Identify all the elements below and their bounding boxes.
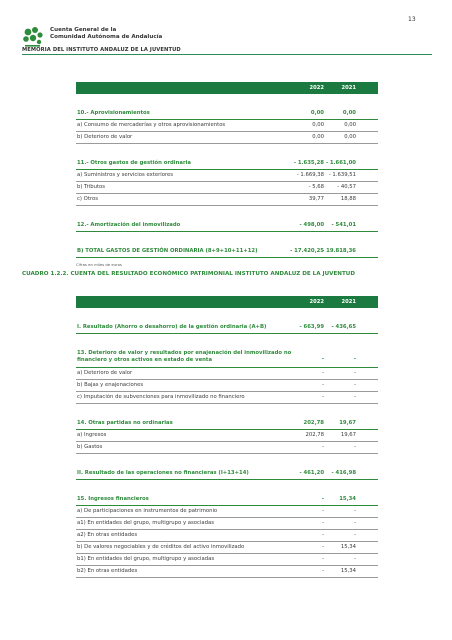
page-header — [22, 26, 432, 56]
value-2022: 0,00 — [312, 134, 324, 140]
row-spacer — [76, 454, 378, 468]
value-2022: - — [322, 568, 324, 574]
document-title: MEMORIA DEL INSTITUTO ANDALUZ DE LA JUVENTUD — [22, 47, 181, 53]
row-label: a) Deterioro de valor — [77, 370, 133, 376]
table-row — [76, 182, 378, 194]
value-2021: - 436,65 — [331, 324, 356, 330]
table-row — [76, 566, 378, 578]
row-label: I. Resultado (Ahorro o desahorro) de la gestión ordinaria (A+B) — [77, 324, 267, 330]
row-label: a) Suministros y servicios exteriores — [77, 172, 174, 178]
row-label: 10.- Aprovisionamientos — [77, 110, 150, 116]
row-spacer — [76, 232, 378, 246]
row-label: 13. Deterioro de valor y resultados por enajenación del inmovilizado no financiero y otros activos en estado de venta — [77, 350, 292, 363]
row-label: a) De participaciones en instrumentos de patrimonio — [77, 508, 218, 514]
value-2021: - — [354, 532, 356, 538]
value-2022: - 1.669,38 — [296, 172, 324, 178]
value-2022: - — [322, 370, 324, 376]
section-row — [76, 494, 378, 506]
value-2021: 0,00 — [342, 110, 356, 116]
value-2021: - 416,98 — [331, 470, 356, 476]
section-row — [76, 468, 378, 480]
value-2022: - — [321, 356, 324, 362]
value-2021: - — [354, 394, 356, 400]
row-label: II. Resultado de las operaciones no financieras (I+13+14) — [77, 470, 249, 476]
value-2022: 202,78 — [303, 420, 324, 426]
section-row — [76, 246, 378, 258]
value-2022: 0,00 — [312, 122, 324, 128]
value-2021: 15,34 — [340, 544, 356, 550]
value-2021: 0,00 — [344, 122, 356, 128]
units-note: Cifras en miles de euros — [76, 262, 122, 267]
table-row — [76, 430, 378, 442]
expenses-table — [76, 82, 378, 258]
row-label: 14. Otras partidas no ordinarias — [77, 420, 173, 426]
results-table — [76, 296, 378, 578]
row-label: 11.- Otros gastos de gestión ordinaria — [77, 160, 191, 166]
row-spacer — [76, 144, 378, 158]
row-label: c) Otros — [77, 196, 98, 202]
row-label: a) Ingresos — [77, 432, 107, 438]
table-row — [76, 542, 378, 554]
value-2021: 19,67 — [340, 432, 356, 438]
row-label: a2) En otras entidades — [77, 532, 138, 538]
value-2022: - 17.420,25 — [290, 248, 324, 254]
value-2021: 19,67 — [339, 420, 356, 426]
value-2022: - — [322, 520, 324, 526]
table-caption: CUADRO 1.2.2. CUENTA DEL RESULTADO ECONÓMICO PATRIMONIAL INSTITUTO ANDALUZ DE LA JUVENTUD — [22, 271, 355, 277]
value-2021: - — [354, 520, 356, 526]
row-label: b) Gastos — [77, 444, 103, 450]
row-label: b2) En otras entidades — [77, 568, 138, 574]
row-spacer — [76, 404, 378, 418]
page-number: 13 — [408, 16, 416, 23]
value-2021: 15,34 — [340, 568, 356, 574]
value-2021: 0,00 — [344, 134, 356, 140]
value-2022: - — [322, 382, 324, 388]
table-row — [76, 368, 378, 380]
value-2022: - 461,20 — [299, 470, 324, 476]
table-row — [76, 442, 378, 454]
section-row — [76, 108, 378, 120]
row-spacer — [76, 480, 378, 494]
value-2021: - 1.639,51 — [328, 172, 356, 178]
value-2022: - — [322, 444, 324, 450]
row-label: 15. Ingresos financieros — [77, 496, 149, 502]
value-2022: - — [322, 556, 324, 562]
table-row — [76, 380, 378, 392]
row-spacer — [76, 308, 378, 322]
row-spacer — [76, 206, 378, 220]
value-2021: - — [354, 382, 356, 388]
row-spacer — [76, 334, 378, 348]
value-2021: - — [353, 356, 356, 362]
row-label: b) Deterioro de valor — [77, 134, 133, 140]
value-2022: - — [322, 532, 324, 538]
header-divider — [22, 54, 432, 55]
table-row — [76, 506, 378, 518]
row-label: b) Bajas y enajenaciones — [77, 382, 144, 388]
table-row — [76, 392, 378, 404]
section-row — [76, 418, 378, 430]
value-2022: - 663,99 — [299, 324, 324, 330]
value-2021: - 40,57 — [337, 184, 356, 190]
value-2021: - 1.661,00 — [325, 160, 356, 166]
row-label: a) Consumo de mercaderías y otros aprovisionamientos — [77, 122, 226, 128]
section-row — [76, 348, 378, 368]
value-2022: - — [322, 544, 324, 550]
table-row — [76, 170, 378, 182]
value-2022: - 5,68 — [308, 184, 324, 190]
value-2021: - — [354, 556, 356, 562]
table-row — [76, 518, 378, 530]
value-2021: 15,34 — [339, 496, 356, 502]
table-row — [76, 554, 378, 566]
row-label: 12.- Amortización del inmovilizado — [77, 222, 181, 228]
table-row — [76, 120, 378, 132]
value-2021: - — [354, 444, 356, 450]
value-2022: - 1.635,28 — [293, 160, 324, 166]
row-label: b) De valores negociables y de créditos del activo inmovilizado — [77, 544, 245, 550]
value-2021: - 541,01 — [331, 222, 356, 228]
value-2022: - — [322, 394, 324, 400]
value-2022: 0,00 — [310, 110, 324, 116]
value-2021: - 19.818,36 — [322, 248, 356, 254]
row-spacer — [76, 94, 378, 108]
value-2021: 18,88 — [340, 196, 356, 202]
value-2022: 39,77 — [308, 196, 324, 202]
row-label: c) Imputación de subvenciones para inmovilizado no financiero — [77, 394, 245, 400]
value-2022: - — [322, 508, 324, 514]
value-2022: - 498,00 — [299, 222, 324, 228]
table-row — [76, 530, 378, 542]
value-2021: - — [354, 370, 356, 376]
row-label: b1) En entidades del grupo, multigrupo y asociadas — [77, 556, 215, 562]
section-row — [76, 220, 378, 232]
value-2021: - — [354, 508, 356, 514]
row-label: a1) En entidades del grupo, multigrupo y asociadas — [77, 520, 215, 526]
section-row — [76, 322, 378, 334]
value-2022: 202,78 — [305, 432, 324, 438]
value-2022: - — [321, 496, 324, 502]
table-row — [76, 132, 378, 144]
row-label: B) TOTAL GASTOS DE GESTIÓN ORDINARIA (8+9+10+11+12) — [77, 248, 258, 254]
table-header: 2022 2021 — [76, 296, 378, 308]
table-header: 2022 2021 — [76, 82, 378, 94]
organization-name: Cuenta General de la Comunidad Autónoma de Andalucía — [50, 27, 163, 40]
section-row — [76, 158, 378, 170]
table-row — [76, 194, 378, 206]
row-label: b) Tributos — [77, 184, 106, 190]
